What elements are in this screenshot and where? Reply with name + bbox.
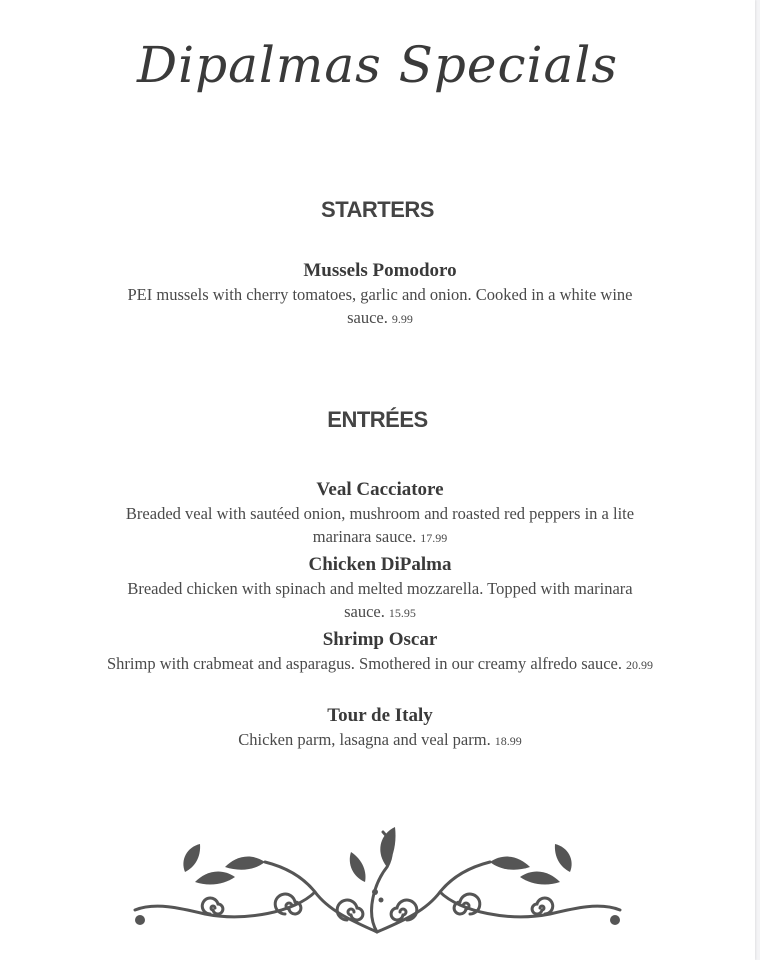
item-description xyxy=(100,652,660,677)
item-name: Mussels Pomodoro xyxy=(303,260,457,281)
item-price: 15.95 xyxy=(388,606,416,620)
item-description xyxy=(100,502,660,550)
item-name: Chicken DiPalma xyxy=(308,554,452,575)
menu-item xyxy=(100,553,660,625)
section-heading-starters: STARTERS xyxy=(321,197,434,222)
menu-item xyxy=(100,628,660,677)
item-name: Shrimp Oscar xyxy=(322,629,438,650)
item-description-text: PEI mussels with cherry tomatoes, garlic and onion. Cooked in a white wine sauce. xyxy=(127,285,633,327)
item-description-text: Shrimp with crabmeat and asparagus. Smothered in our creamy alfredo sauce. xyxy=(107,654,622,673)
item-name: Tour de Italy xyxy=(327,705,433,726)
menu-item xyxy=(180,704,580,753)
item-price: 18.99 xyxy=(494,734,522,748)
item-description xyxy=(100,577,660,625)
item-description-text: Chicken parm, lasagna and veal parm. xyxy=(238,730,491,749)
item-description-text: Breaded chicken with spinach and melted mozzarella. Topped with marinara sauce. xyxy=(127,579,633,621)
item-description xyxy=(100,283,660,331)
menu-item xyxy=(100,478,660,550)
section-heading-entrees: ENTRÉES xyxy=(327,407,428,432)
menu-item xyxy=(100,259,660,331)
item-price: 20.99 xyxy=(626,658,653,672)
menu-title: Dipalmas Specials xyxy=(137,36,618,94)
item-description xyxy=(180,728,580,753)
item-name: Veal Cacciatore xyxy=(316,479,444,500)
item-price: 17.99 xyxy=(420,531,448,545)
item-description-text: Breaded veal with sautéed onion, mushroom and roasted red peppers in a lite marinara sauce. xyxy=(125,504,635,546)
floral-flourish-icon xyxy=(125,822,630,942)
item-price: 9.99 xyxy=(391,312,413,326)
